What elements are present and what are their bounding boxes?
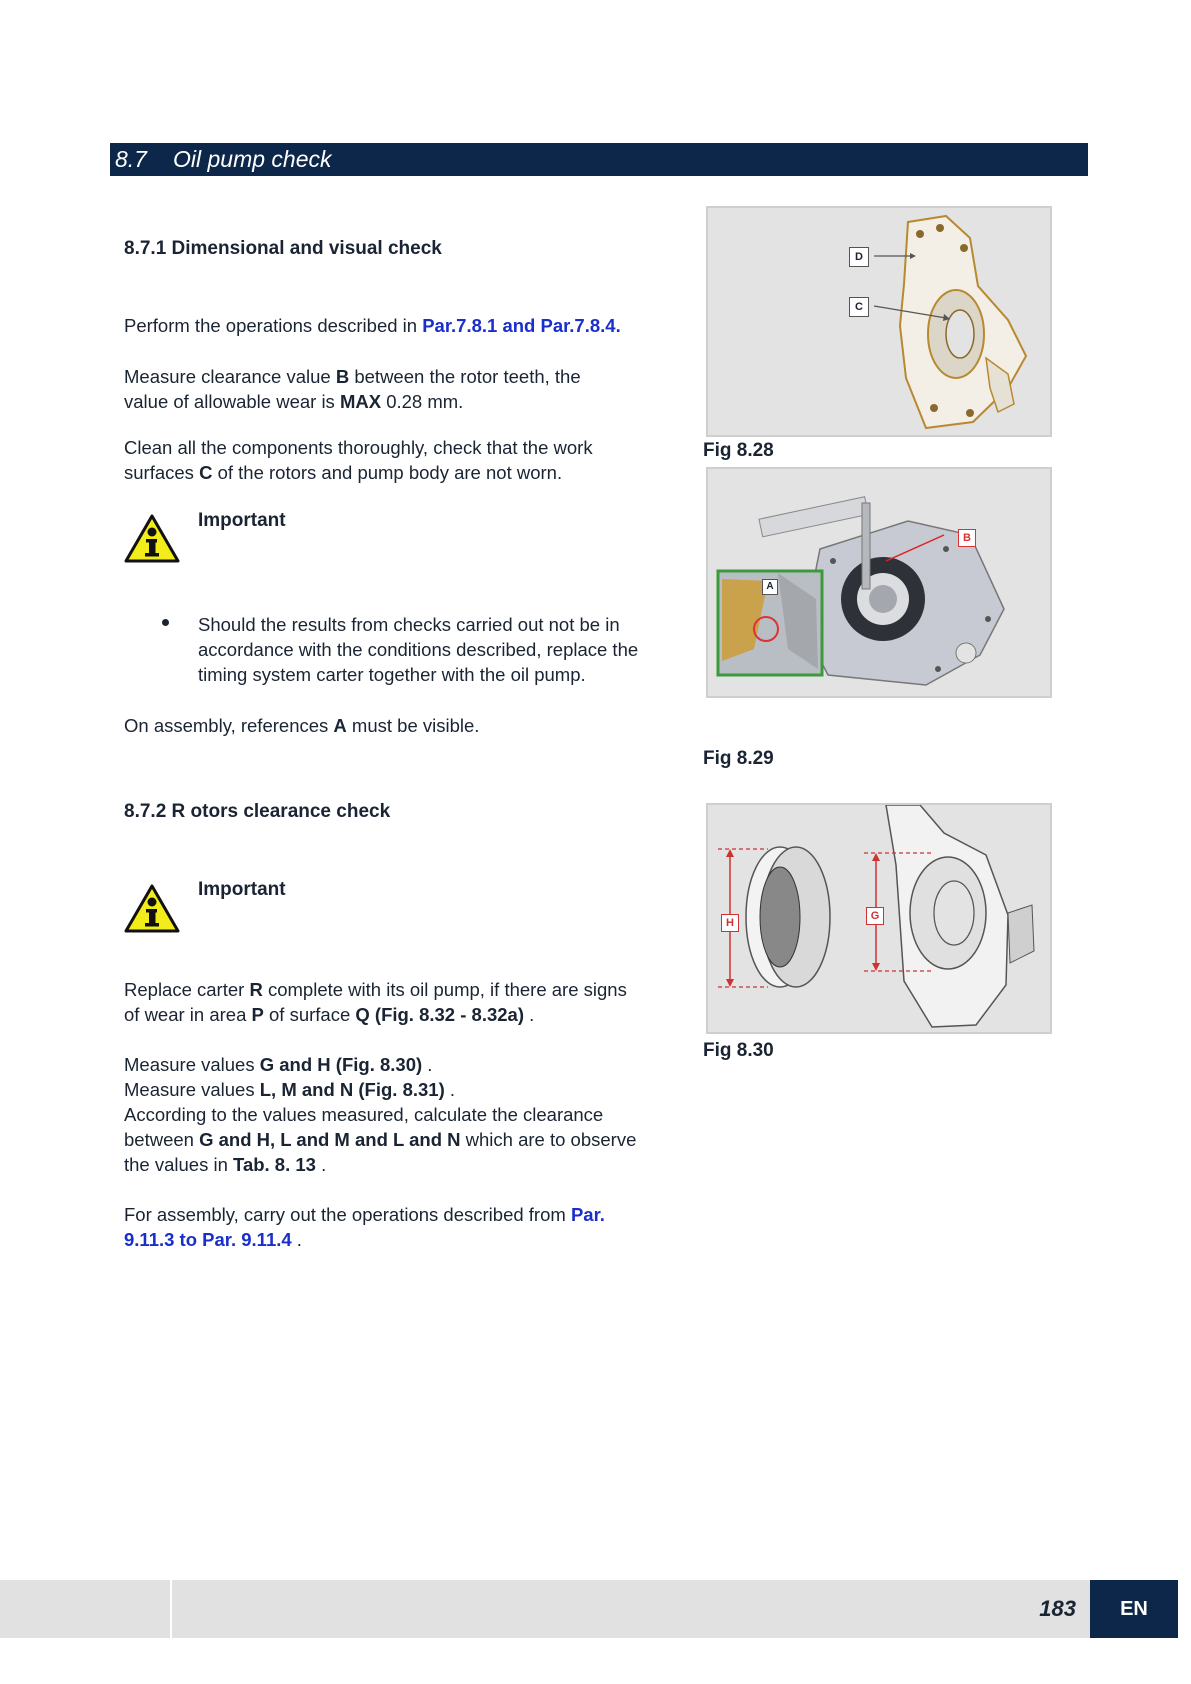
- figure-caption: Fig 8.28: [703, 440, 774, 461]
- paragraph-text: Measure values: [124, 1054, 260, 1075]
- important-label: Important: [198, 510, 286, 531]
- paragraph-text: Perform the operations described in: [124, 315, 423, 336]
- paragraph-clean-components: [124, 435, 684, 485]
- par-link-781-784[interactable]: Par.7.8.1 and Par.7.8.4.: [422, 315, 621, 336]
- paragraph-text: must be visible.: [346, 715, 480, 736]
- subsection-heading-871: 8.7.1 Dimensional and visual check: [124, 238, 442, 259]
- bold-ref-p: P: [251, 1004, 264, 1025]
- paragraph-text: On assembly, references: [124, 715, 334, 736]
- section-title: Oil pump check: [173, 146, 332, 172]
- bold-max: MAX: [339, 391, 382, 412]
- page-number: 183: [1039, 1596, 1076, 1621]
- paragraph-text: Measure values: [124, 1079, 260, 1100]
- bullet-dot: [162, 619, 169, 626]
- paragraph-text: between the rotor teeth, the: [349, 366, 581, 387]
- important-label: Important: [198, 879, 286, 900]
- figure-caption: Fig 8.30: [703, 1040, 774, 1061]
- paragraph-measure-values: [124, 1052, 724, 1177]
- par-link-9113-9114[interactable]: 9.11.3 to Par. 9.11.4: [124, 1229, 292, 1250]
- callout-g: G: [866, 907, 884, 925]
- warning-info-icon: [124, 514, 180, 564]
- paragraph-text: surfaces: [124, 462, 200, 483]
- paragraph-text: Replace carter: [124, 979, 250, 1000]
- section-number: 8.7: [115, 146, 147, 172]
- callout-b: B: [958, 529, 976, 547]
- paragraph-text: .: [422, 1054, 433, 1075]
- paragraph-text: 0.28 mm.: [381, 391, 464, 412]
- paragraph-replace-carter: [124, 977, 704, 1027]
- bullet-text: [198, 612, 698, 687]
- subsection-heading-872: 8.7.2 R otors clearance check: [124, 801, 391, 822]
- bold-ref-gh: G and H (Fig. 8.30): [259, 1054, 423, 1075]
- callout-h: H: [721, 914, 739, 932]
- bold-ref-table: Tab. 8. 13: [233, 1154, 316, 1175]
- paragraph-text: complete with its oil pump, if there are signs: [262, 979, 627, 1000]
- bold-ref-a: A: [333, 715, 347, 736]
- paragraph-text: which are to observe: [460, 1129, 637, 1150]
- warning-info-icon: [124, 884, 180, 934]
- callout-c: C: [849, 297, 869, 317]
- paragraph-text: of wear in area: [124, 1004, 252, 1025]
- footer-divider: [170, 1580, 172, 1638]
- par-link-9113[interactable]: Par.: [570, 1204, 605, 1225]
- callout-a: A: [762, 579, 778, 595]
- paragraph-text: .: [315, 1154, 327, 1175]
- callout-d: D: [849, 247, 869, 267]
- paragraph-text: Measure clearance value: [124, 366, 336, 387]
- footer-bar: [0, 1580, 1090, 1638]
- figure-caption: Fig 8.29: [703, 748, 774, 769]
- language-badge: EN: [1090, 1580, 1178, 1638]
- bullet-line: accordance with the conditions described, replace the: [198, 639, 639, 660]
- bold-ref-lmn: L, M and N (Fig. 8.31): [259, 1079, 445, 1100]
- figure-8-28-image: [706, 206, 1052, 437]
- figure-8-29-image: [706, 467, 1052, 698]
- bullet-line: Should the results from checks carried out not be in: [198, 614, 620, 635]
- paragraph-text: For assembly, carry out the operations described from: [124, 1204, 571, 1225]
- bold-ref-pairs: G and H, L and M and L and N: [199, 1129, 461, 1150]
- bold-ref-r: R: [249, 979, 263, 1000]
- section-header: [110, 143, 1088, 176]
- paragraph-assembly-operations: [124, 1202, 704, 1252]
- paragraph-text: of surface: [263, 1004, 356, 1025]
- paragraph-operations: [124, 313, 684, 338]
- bullet-line: timing system carter together with the oil pump.: [198, 664, 586, 685]
- paragraph-text: Clean all the components thoroughly, check that the work: [124, 437, 593, 458]
- paragraph-text: between: [124, 1129, 200, 1150]
- paragraph-text: value of allowable wear is: [124, 391, 340, 412]
- bold-ref-c: C: [199, 462, 213, 483]
- paragraph-assembly-references: [124, 713, 684, 738]
- paragraph-text: .: [291, 1229, 302, 1250]
- paragraph-clearance-b: [124, 364, 684, 414]
- paragraph-text: of the rotors and pump body are not worn.: [212, 462, 563, 483]
- paragraph-text: the values in: [124, 1154, 234, 1175]
- paragraph-text: .: [444, 1079, 456, 1100]
- bold-ref-q: Q (Fig. 8.32 - 8.32a): [355, 1004, 524, 1025]
- bold-ref-b: B: [335, 366, 350, 387]
- paragraph-text: .: [524, 1004, 535, 1025]
- paragraph-text: According to the values measured, calculate the clearance: [124, 1104, 604, 1125]
